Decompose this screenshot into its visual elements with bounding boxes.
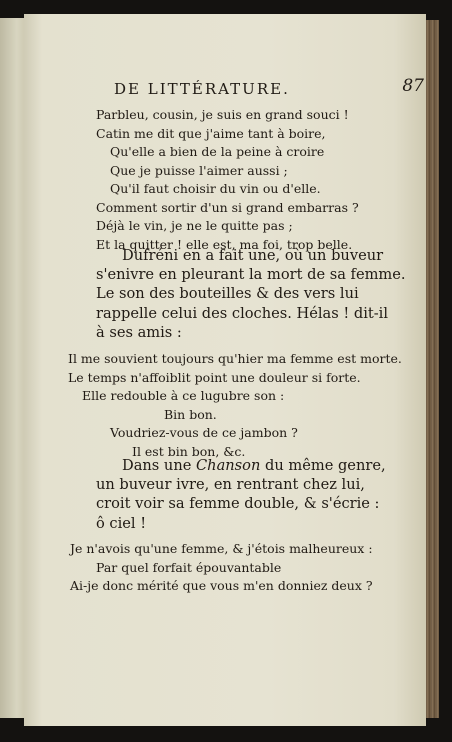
verse-line: Le temps n'affoiblit point une douleur si forte. [68,369,361,385]
verse-line: Qu'il faut choisir du vin ou d'elle. [110,181,321,196]
verse-line: Par quel forfait épouvantable [96,559,282,575]
poem-two [68,350,402,461]
previous-page-edge [0,18,25,718]
prose-line: Dufréni en a fait une, où un buveur [122,247,384,264]
verse-line: Il est bin bon, &c. [132,443,246,459]
verse-line: Elle redouble à ce lugubre son : [82,388,285,403]
verse-line: Déjà le vin, je ne le quitte pas ; [96,218,293,233]
prose-line: Le son des bouteilles & des vers lui [96,285,359,303]
paragraph-chanson [96,456,386,533]
verse-line: Je n'avois qu'une femme, & j'étois malheureux : [70,541,373,556]
verse-line: Catin me dit que j'aime tant à boire, [96,125,326,141]
page-number: 87 [402,76,424,96]
verse-line: Que je puisse l'aimer aussi ; [110,162,288,178]
poem-three [70,540,373,596]
verse-line: Parbleu, cousin, je suis en grand souci ! [96,107,349,122]
prose-line: croit voir sa femme double, & s'écrie : [96,495,380,513]
verse-line: Et la quitter ! elle est, ma foi, trop belle. [96,236,353,252]
verse-line: Voudriez-vous de ce jambon ? [110,425,298,440]
verse-line: Comment sortir d'un si grand embarras ? [96,199,359,215]
chanson-title: Chanson [196,457,261,474]
poem-one [96,106,359,254]
verse-line: Qu'elle a bien de la peine à croire [110,144,325,159]
verse-line: Bin bon. [164,406,217,422]
paragraph-dufreni [96,246,406,342]
running-head: DE LITTÉRATURE. [114,80,290,98]
book-page [24,14,426,726]
prose-line: un buveur ivre, en rentrant chez lui, [96,476,365,494]
prose-line: rappelle celui des cloches. Hélas ! dit-il [96,304,389,322]
prose-line: à ses amis : [96,323,182,341]
verse-line: Il me souvient toujours qu'hier ma femme est morte. [68,351,402,366]
verse-line: Ai-je donc mérité que vous m'en donniez deux ? [70,578,373,593]
prose-line: ô ciel ! [96,514,147,532]
prose-line: Dans une Chanson du même genre, [122,457,386,474]
prose-line: s'enivre en pleurant la mort de sa femme. [96,266,406,284]
page-header [114,76,424,102]
